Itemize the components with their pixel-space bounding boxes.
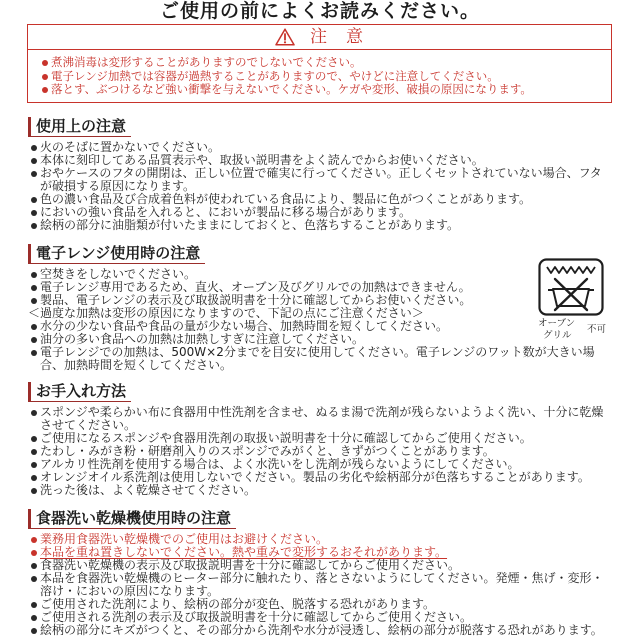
- no-oven-grill-icon: [538, 258, 604, 316]
- bullet-dot: [31, 563, 37, 569]
- item-text: 空焚きをしないでください。: [40, 267, 197, 281]
- dishwasher-section: [28, 508, 612, 637]
- label-not-allowed: 不可: [586, 324, 606, 335]
- bullet-dot: [31, 145, 37, 151]
- item-text: 本品を食器洗い乾燥機のヒーター部分に触れたり、落とさないようにしてください。発煙・焦げ・変形・溶け・においの原因になります。: [40, 571, 604, 598]
- bullet-dot: [31, 628, 37, 634]
- bullet-dot: [31, 449, 37, 455]
- bullet-dot: [31, 324, 37, 330]
- item-text: 火のそばに置かないでください。: [40, 140, 221, 154]
- item-text: 電子レンジ加熱では容器が過熱することがありますので、やけどに注意してください。: [51, 68, 499, 83]
- bullet-dot: [31, 350, 37, 356]
- list-item: [28, 167, 612, 193]
- item-text: ご使用になるスポンジや食器用洗剤の取扱い説明書を十分に確認してからご使用ください。: [40, 431, 532, 445]
- bullet-dot: [31, 298, 37, 304]
- microwave-list: [28, 268, 612, 372]
- care-section: [28, 381, 612, 497]
- bullet-dot: [42, 60, 48, 66]
- caution-item: [42, 83, 611, 97]
- usage-section: [28, 116, 612, 232]
- item-text: 油分の多い食品への加熱は加熱しすぎに注意してください。: [40, 332, 365, 346]
- no-oven-label: [538, 316, 606, 342]
- caution-list: [28, 50, 611, 97]
- dishwasher-list: [28, 533, 612, 637]
- care-list: [28, 406, 612, 497]
- bullet-dot: [31, 223, 37, 229]
- section-heading: お手入れ方法: [28, 382, 131, 402]
- caution-title: 注 意: [310, 27, 364, 47]
- page-title: ご使用の前によくお読みください。: [159, 0, 480, 22]
- caution-box: [27, 24, 612, 103]
- bullet-dot: [42, 87, 48, 93]
- bullet-dot: [31, 550, 37, 556]
- bullet-dot: [31, 602, 37, 608]
- item-text: おやケースのフタの開閉は、正しい位置で確実に行ってください。正しくセットされていない場合、フタが破損する原因になります。: [40, 166, 602, 193]
- list-item: [28, 484, 612, 497]
- bullet-dot: [31, 488, 37, 494]
- dish-shape: [548, 289, 594, 306]
- item-text: 電子レンジ専用であるため、直火、オーブン及びグリルでの加熱はできません。: [40, 280, 471, 294]
- bullet-dot: [31, 475, 37, 481]
- item-text: 業務用食器洗い乾燥機でのご使用はお避けください。: [40, 532, 329, 546]
- no-oven-grill-notice: [538, 258, 606, 342]
- bullet-dot: [31, 158, 37, 164]
- item-text: ご使用される洗剤の表示及び取扱説明書を十分に確認してからご使用ください。: [40, 610, 473, 624]
- list-item: [28, 346, 612, 372]
- item-text: ご使用された洗剤により、絵柄の部分が変色、脱落する恐れがあります。: [40, 597, 436, 611]
- item-text: 色の濃い食品及び合成着色料が使われている食品により、製品に色がつくことがあります。: [40, 192, 532, 206]
- bullet-dot: [31, 171, 37, 177]
- item-text: 本体に刻印してある品質表示や、取扱い説明書をよく読んでからお使いください。: [40, 153, 484, 167]
- caution-header: [28, 25, 611, 50]
- bullet-dot: [31, 272, 37, 278]
- section-heading: 食器洗い乾燥機使用時の注意: [28, 509, 236, 529]
- caution-item: [42, 70, 611, 84]
- item-text: 本品を重ね置きしないでください。熱や重みで変形するおそれがあります。: [40, 545, 448, 559]
- item-text: 絵柄の部分にキズがつくと、その部分から洗剤や水分が浸透し、絵柄の部分が脱落する恐れがあります。: [40, 623, 603, 637]
- bullet-dot: [31, 285, 37, 291]
- item-text: たわし・みがき粉・研磨剤入りのスポンジでみがくと、きずがつくことがあります。: [40, 444, 495, 458]
- bullet-dot: [31, 197, 37, 203]
- label-oven: オーブン: [538, 318, 576, 329]
- item-text: アルカリ性洗剤を使用する場合は、よく水洗いをし洗剤が残らないようにしてください。: [40, 457, 520, 471]
- bullet-dot: [31, 537, 37, 543]
- bullet-dot: [31, 576, 37, 582]
- item-text: ＜過度な加熱は変形の原因になりますので、下記の点にご注意ください＞: [28, 306, 424, 320]
- item-text: スポンジや柔らかい布に食器用中性洗剤を含ませ、ぬるま湯で洗剤が残らないようよく洗い、十分に乾燥させてください。: [40, 405, 604, 432]
- warning-triangle-icon: [275, 28, 295, 46]
- bullet-dot: [31, 436, 37, 442]
- item-text: 食器洗い乾燥機の表示及び取扱説明書を十分に確認してからご使用ください。: [40, 558, 461, 572]
- bullet-dot: [42, 74, 48, 80]
- bullet-dot: [31, 210, 37, 216]
- caution-item: [42, 56, 611, 70]
- bullet-dot: [31, 410, 37, 416]
- item-text: 煮沸消毒は変形することがありますのでしないでください。: [51, 55, 362, 69]
- item-text: 落とす、ぶつけるなど強い衝撃を与えないでください。ケガや変形、破損の原因になります。: [51, 82, 532, 96]
- label-grill: グリル: [543, 330, 572, 341]
- item-text: オレンジオイル系洗剤は使用しないでください。製品の劣化や絵柄部分が色落ちすることがあります。: [40, 470, 590, 484]
- item-text: 絵柄の部分に油脂類が付いたままにしておくと、色落ちすることがあります。: [40, 218, 460, 232]
- bullet-dot: [31, 615, 37, 621]
- item-text: 洗った後は、よく乾燥させてください。: [40, 483, 257, 497]
- item-text: においの強い食品を入れると、においが製品に移る場合があります。: [40, 205, 412, 219]
- list-item: [28, 572, 612, 598]
- bullet-dot: [31, 462, 37, 468]
- list-item: [28, 219, 612, 232]
- list-item: [28, 406, 612, 432]
- bullet-dot: [31, 337, 37, 343]
- section-heading: 電子レンジ使用時の注意: [28, 244, 205, 264]
- list-item: [28, 624, 612, 637]
- item-text: 電子レンジでの加熱は、500W×2分までを目安に使用してください。電子レンジのワット数が大きい場合、加熱時間を短くしてください。: [40, 345, 595, 372]
- usage-list: [28, 141, 612, 232]
- item-text: 水分の少ない食品や食品の量が少ない場合、加熱時間を短くしてください。: [40, 319, 449, 333]
- heater-zigzag: [547, 267, 595, 273]
- microwave-section: [28, 243, 612, 372]
- section-heading: 使用上の注意: [28, 117, 131, 137]
- item-text: 製品、電子レンジの表示及び取扱説明書を十分に確認してからお使いください。: [40, 293, 472, 307]
